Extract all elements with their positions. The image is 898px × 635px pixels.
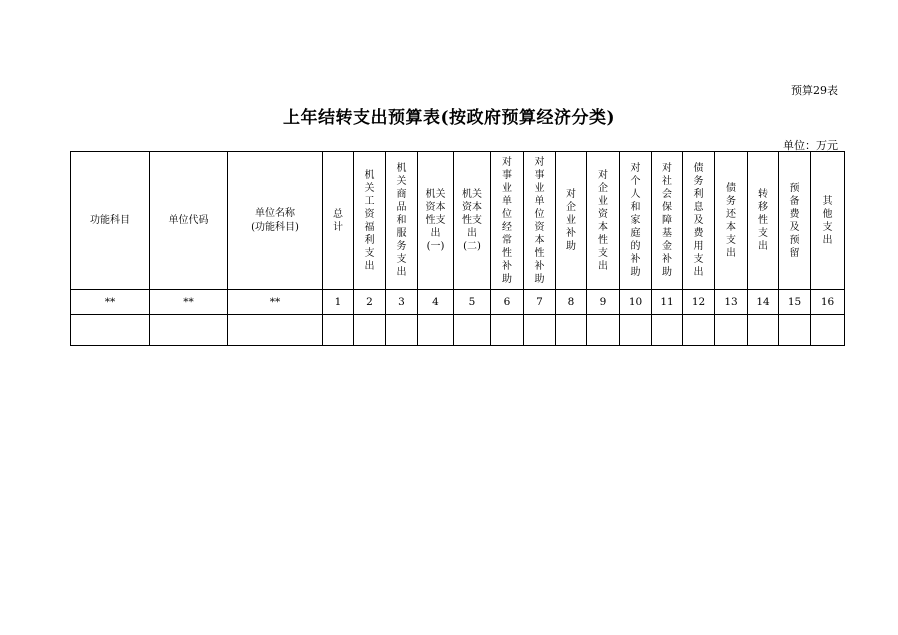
table-row [71, 290, 845, 315]
index-col-9: 9 [587, 290, 620, 315]
index-func-subject: ** [71, 290, 150, 315]
empty-cell [323, 315, 354, 346]
empty-cell [587, 315, 620, 346]
index-col-1: 1 [323, 290, 354, 315]
index-col-14: 14 [748, 290, 779, 315]
budget-table [70, 151, 845, 346]
index-col-11: 11 [652, 290, 683, 315]
header-col-2: 机关工资福利支出 [354, 152, 386, 290]
empty-cell [811, 315, 845, 346]
index-col-2: 2 [354, 290, 386, 315]
index-col-5: 5 [454, 290, 491, 315]
header-col-8: 对企业补助 [556, 152, 587, 290]
header-col-7: 对事业单位资本性补助 [524, 152, 556, 290]
index-col-12: 12 [683, 290, 715, 315]
header-col-10: 对个人和家庭的补助 [620, 152, 652, 290]
page-title: 上年结转支出预算表(按政府预算经济分类) [282, 108, 616, 128]
header-col-15: 预备费及预留 [779, 152, 811, 290]
header-col-11: 对社会保障基金补助 [652, 152, 683, 290]
header-unit-name: 单位名称 (功能科目) [228, 152, 323, 290]
empty-cell [715, 315, 748, 346]
empty-cell [71, 315, 150, 346]
index-col-10: 10 [620, 290, 652, 315]
index-col-4: 4 [418, 290, 454, 315]
table-header-row [71, 152, 845, 290]
header-col-16: 其他支出 [811, 152, 845, 290]
empty-cell [454, 315, 491, 346]
form-number: 预算29表 [791, 84, 838, 97]
empty-cell [556, 315, 587, 346]
empty-cell [228, 315, 323, 346]
header-col-13: 债务还本支出 [715, 152, 748, 290]
header-col-6: 对事业单位经常性补助 [491, 152, 524, 290]
empty-cell [354, 315, 386, 346]
empty-cell [150, 315, 228, 346]
empty-cell [524, 315, 556, 346]
index-col-7: 7 [524, 290, 556, 315]
header-col-9: 对企业资本性支出 [587, 152, 620, 290]
index-col-8: 8 [556, 290, 587, 315]
empty-cell [386, 315, 418, 346]
index-col-3: 3 [386, 290, 418, 315]
header-col-4: 机关资本性支出(一) [418, 152, 454, 290]
header-col-3: 机关商品和服务支出 [386, 152, 418, 290]
header-col-14: 转移性支出 [748, 152, 779, 290]
header-col-1: 总计 [323, 152, 354, 290]
empty-cell [491, 315, 524, 346]
empty-cell [779, 315, 811, 346]
index-unit-code: ** [150, 290, 228, 315]
index-col-6: 6 [491, 290, 524, 315]
index-unit-name: ** [228, 290, 323, 315]
index-col-16: 16 [811, 290, 845, 315]
index-col-15: 15 [779, 290, 811, 315]
header-col-12: 债务利息及费用支出 [683, 152, 715, 290]
header-col-5: 机关资本性支出(二) [454, 152, 491, 290]
index-col-13: 13 [715, 290, 748, 315]
empty-cell [418, 315, 454, 346]
empty-cell [652, 315, 683, 346]
empty-cell [748, 315, 779, 346]
header-unit-code: 单位代码 [150, 152, 228, 290]
empty-cell [683, 315, 715, 346]
header-func-subject: 功能科目 [71, 152, 150, 290]
table-row-empty [71, 315, 845, 346]
unit-label: 单位：万元 [783, 139, 838, 152]
empty-cell [620, 315, 652, 346]
